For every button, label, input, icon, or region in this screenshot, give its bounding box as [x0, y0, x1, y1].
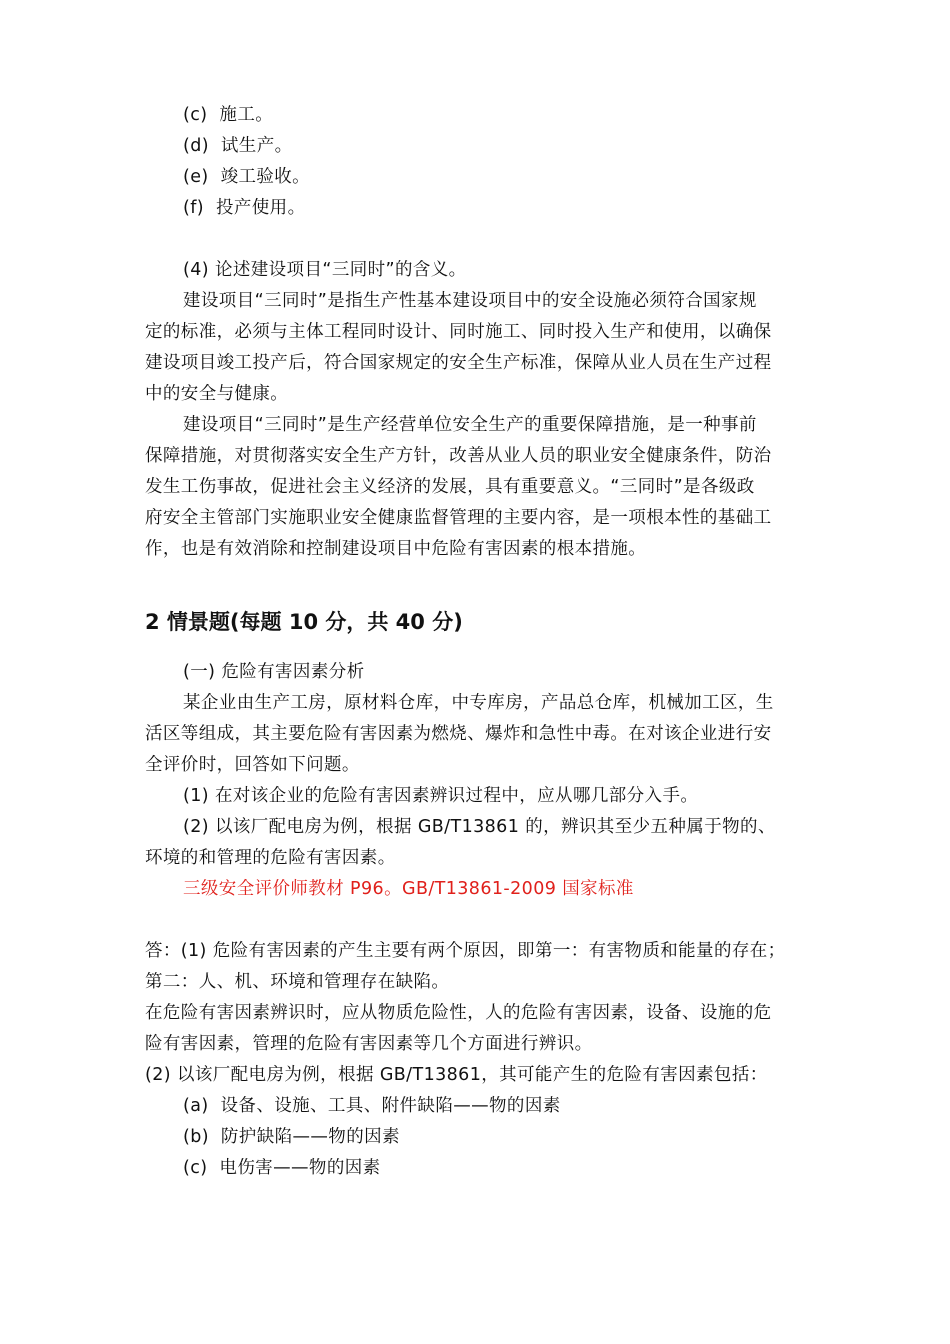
question-title: (4) 论述建设项目“三同时”的含义。	[183, 260, 467, 280]
list-item	[183, 104, 273, 126]
list-item	[183, 1095, 561, 1117]
question-line: (1) 在对该企业的危险有害因素辨识过程中，应从哪几部分入手。	[183, 786, 699, 806]
paragraph-line: 建设项目“三同时”是指生产性基本建设项目中的安全设施必须符合国家规	[183, 291, 757, 311]
list-item	[183, 1157, 381, 1179]
list-text: 投产使用。	[215, 198, 306, 218]
answer-line: 险有害因素，管理的危险有害因素等几个方面进行辨识。	[145, 1034, 593, 1054]
paragraph-line: 中的安全与健康。	[145, 384, 289, 404]
list-marker: (d)	[183, 136, 209, 156]
answer-line: 第二：人、机、环境和管理存在缺陷。	[145, 972, 450, 992]
question-line: (2) 以该厂配电房为例，根据 GB/T13861 的，辨识其至少五种属于物的、	[183, 817, 776, 837]
answer-line: (2) 以该厂配电房为例，根据 GB/T13861，其可能产生的危险有害因素包括：	[145, 1065, 768, 1085]
list-marker: (e)	[183, 167, 209, 187]
paragraph-line: 府安全主管部门实施职业安全健康监督管理的主要内容，是一项根本性的基础工	[145, 508, 772, 528]
list-text: 设备、设施、工具、附件缺陷——物的因素	[220, 1096, 561, 1116]
list-marker: (a)	[183, 1096, 209, 1116]
reference-note: 三级安全评价师教材 P96。GB/T13861-2009 国家标准	[183, 879, 634, 899]
list-marker: (c)	[183, 105, 208, 125]
paragraph-line: 全评价时，回答如下问题。	[145, 755, 360, 775]
answer-line: 答：(1) 危险有害因素的产生主要有两个原因，即第一：有害物质和能量的存在；	[145, 941, 786, 961]
list-marker: (f)	[183, 198, 205, 218]
list-text: 电伤害——物的因素	[219, 1158, 381, 1178]
list-text: 竣工验收。	[220, 167, 311, 187]
paragraph-line: 作，也是有效消除和控制建设项目中危险有害因素的根本措施。	[145, 539, 647, 559]
paragraph-line: 建设项目“三同时”是生产经营单位安全生产的重要保障措施，是一种事前	[183, 415, 757, 435]
list-item	[183, 197, 305, 219]
paragraph-line: 某企业由生产工房，原材料仓库，中专库房，产品总仓库，机械加工区，生	[183, 693, 774, 713]
list-item	[183, 1126, 400, 1148]
answer-line: 在危险有害因素辨识时，应从物质危险性，人的危险有害因素，设备、设施的危	[145, 1003, 772, 1023]
list-text: 试生产。	[220, 136, 293, 156]
subsection-title: (一) 危险有害因素分析	[183, 662, 365, 682]
list-text: 防护缺陷——物的因素	[220, 1127, 400, 1147]
section-heading: 2 情景题(每题 10 分，共 40 分)	[145, 610, 463, 634]
paragraph-line: 保障措施，对贯彻落实安全生产方针，改善从业人员的职业安全健康条件，防治	[145, 446, 772, 466]
question-line: 环境的和管理的危险有害因素。	[145, 848, 396, 868]
paragraph-line: 定的标准，必须与主体工程同时设计、同时施工、同时投入生产和使用，以确保	[145, 322, 772, 342]
list-item	[183, 135, 293, 157]
list-marker: (c)	[183, 1158, 208, 1178]
paragraph-line: 活区等组成，其主要危险有害因素为燃烧、爆炸和急性中毒。在对该企业进行安	[145, 724, 772, 744]
list-marker: (b)	[183, 1127, 209, 1147]
list-text: 施工。	[219, 105, 274, 125]
paragraph-line: 建设项目竣工投产后，符合国家规定的安全生产标准，保障从业人员在生产过程	[145, 353, 772, 373]
paragraph-line: 发生工伤事故，促进社会主义经济的发展，具有重要意义。“三同时”是各级政	[145, 477, 755, 497]
list-item	[183, 166, 310, 188]
